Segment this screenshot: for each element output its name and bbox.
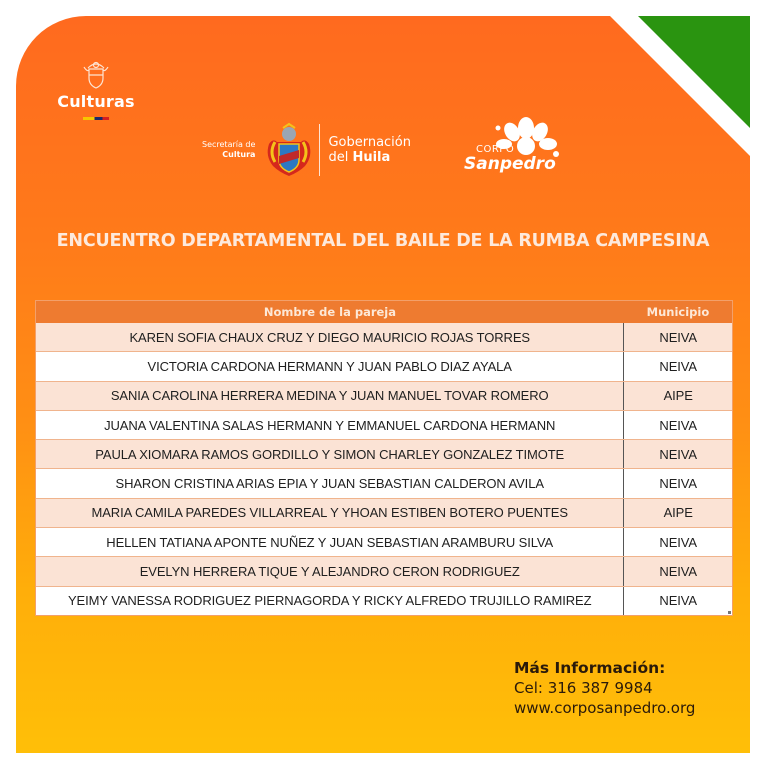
municipio: NEIVA (624, 586, 732, 615)
contact-website: www.corposanpedro.org (514, 699, 696, 717)
municipio: NEIVA (624, 323, 732, 352)
couple-name: VICTORIA CARDONA HERMANN Y JUAN PABLO DIAZ AYALA (36, 352, 624, 381)
municipio: NEIVA (624, 469, 732, 498)
couple-name: EVELYN HERRERA TIQUE Y ALEJANDRO CERON RODRIGUEZ (36, 557, 624, 586)
culturas-logo (56, 58, 136, 120)
colombia-shield-icon (82, 58, 110, 90)
municipio: NEIVA (624, 528, 732, 557)
couple-name: JUANA VALENTINA SALAS HERMANN Y EMMANUEL CARDONA HERMANN (36, 410, 624, 439)
municipio: AIPE (624, 498, 732, 527)
table-row (36, 469, 732, 498)
poster-background (16, 16, 750, 753)
couple-name: PAULA XIOMARA RAMOS GORDILLO Y SIMON CHARLEY GONZALEZ TIMOTE (36, 440, 624, 469)
couple-name: KAREN SOFIA CHAUX CRUZ Y DIEGO MAURICIO ROJAS TORRES (36, 323, 624, 352)
column-header-name: Nombre de la pareja (36, 301, 624, 323)
secretaria-cultura-label: Secretaría de Cultura (202, 140, 256, 159)
culturas-wordmark: Culturas (57, 92, 135, 111)
couple-name: MARIA CAMILA PAREDES VILLARREAL Y YHOAN ESTIBEN BOTERO PUENTES (36, 498, 624, 527)
table-row (36, 528, 732, 557)
table-row (36, 557, 732, 586)
table-row (36, 323, 732, 352)
huila-crest-icon (265, 122, 313, 178)
green-corner-triangle (638, 16, 750, 128)
event-title: ENCUENTRO DEPARTAMENTAL DEL BAILE DE LA RUMBA CAMPESINA (56, 231, 710, 251)
table-row (36, 586, 732, 615)
municipio: AIPE (624, 381, 732, 410)
contact-heading: Más Información: (514, 659, 666, 677)
gobernacion-wordmark: Gobernación del Huila (328, 135, 411, 165)
gobernacion-huila-logo (202, 120, 411, 180)
couple-name: SHARON CRISTINA ARIAS EPIA Y JUAN SEBASTIAN CALDERON AVILA (36, 469, 624, 498)
corposanpedro-logo (464, 114, 574, 176)
contact-phone: Cel: 316 387 9984 (514, 679, 653, 697)
municipio: NEIVA (624, 557, 732, 586)
table-row (36, 352, 732, 381)
logo-divider (319, 124, 320, 176)
colombia-flag-bar (83, 117, 109, 120)
municipio: NEIVA (624, 352, 732, 381)
sanpedro-wordmark: Sanpedro (464, 154, 556, 174)
couple-name: SANIA CAROLINA HERRERA MEDINA Y JUAN MANUEL TOVAR ROMERO (36, 381, 624, 410)
contact-info (514, 658, 695, 718)
table-row (36, 410, 732, 439)
table-header-row (36, 301, 732, 323)
municipio: NEIVA (624, 440, 732, 469)
table-row (36, 381, 732, 410)
table-row (36, 440, 732, 469)
municipio: NEIVA (624, 410, 732, 439)
participants-table (35, 300, 733, 616)
couple-name: HELLEN TATIANA APONTE NUÑEZ Y JUAN SEBASTIAN ARAMBURU SILVA (36, 528, 624, 557)
resize-grip-icon (728, 611, 731, 614)
couple-name: YEIMY VANESSA RODRIGUEZ PIERNAGORDA Y RICKY ALFREDO TRUJILLO RAMIREZ (36, 586, 624, 615)
column-header-municipio: Municipio (624, 301, 732, 323)
table-row (36, 498, 732, 527)
corpo-label: CORPO (476, 144, 515, 155)
